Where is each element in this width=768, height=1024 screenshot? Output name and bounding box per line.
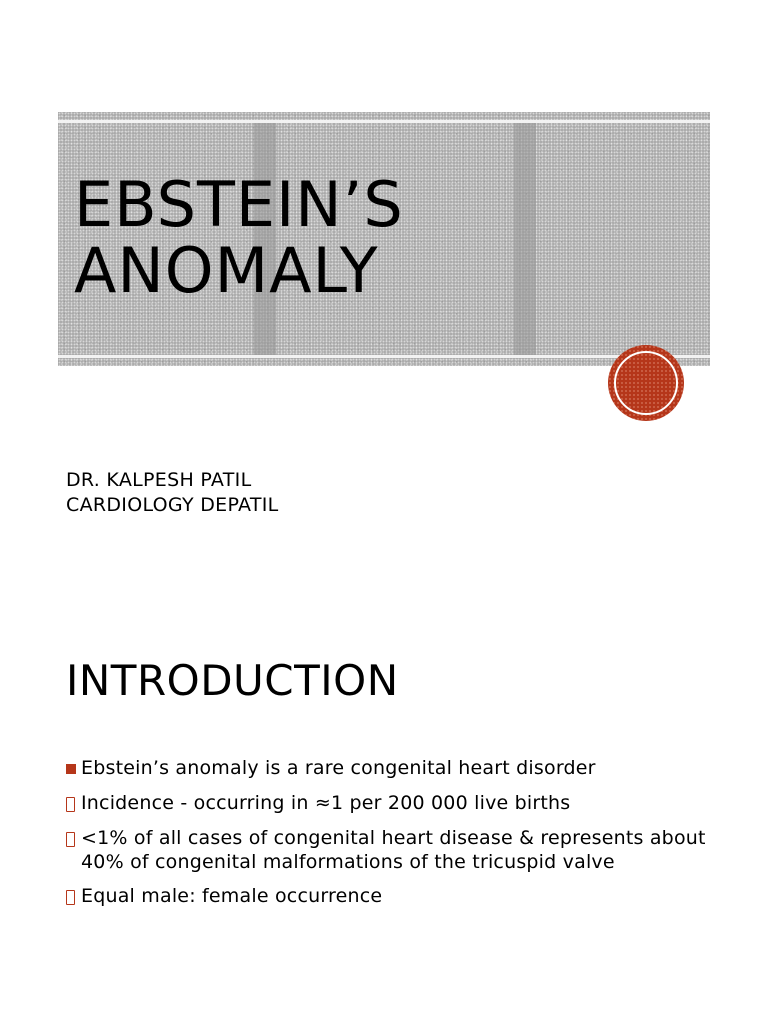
department-name: CARDIOLOGY DEPATIL (66, 494, 279, 516)
bullet-text: Ebstein’s anomaly is a rare congenital heart disorder (81, 757, 596, 779)
bullet-text: Incidence - occurring in ≈1 per 200 000 live births (81, 792, 571, 814)
list-item (66, 792, 726, 816)
section-heading: INTRODUCTION (66, 656, 399, 705)
bullet-box-icon (66, 885, 81, 909)
bullet-square-icon (66, 757, 81, 781)
title-line-1: EBSTEIN’S (74, 168, 404, 241)
banner-top-line (58, 120, 710, 123)
bullet-text: Equal male: female occurrence (81, 885, 383, 907)
introduction-slide (0, 600, 768, 1024)
bullet-text: <1% of all cases of congenital heart disease & represents about 40% of congenital malformations of the tricuspid valve (81, 827, 706, 873)
banner-bottom-line (58, 355, 710, 358)
title-line-2: ANOMALY (74, 234, 379, 307)
bullet-box-icon (66, 792, 81, 816)
list-item (66, 885, 726, 909)
list-item (66, 757, 726, 781)
subtitle-block (66, 468, 279, 518)
author-name: DR. KALPESH PATIL (66, 469, 252, 491)
bullet-list (66, 757, 726, 920)
presentation-title (74, 168, 674, 307)
decorative-circle-ring (614, 351, 678, 415)
list-item (66, 827, 726, 874)
bullet-box-icon (66, 827, 81, 851)
